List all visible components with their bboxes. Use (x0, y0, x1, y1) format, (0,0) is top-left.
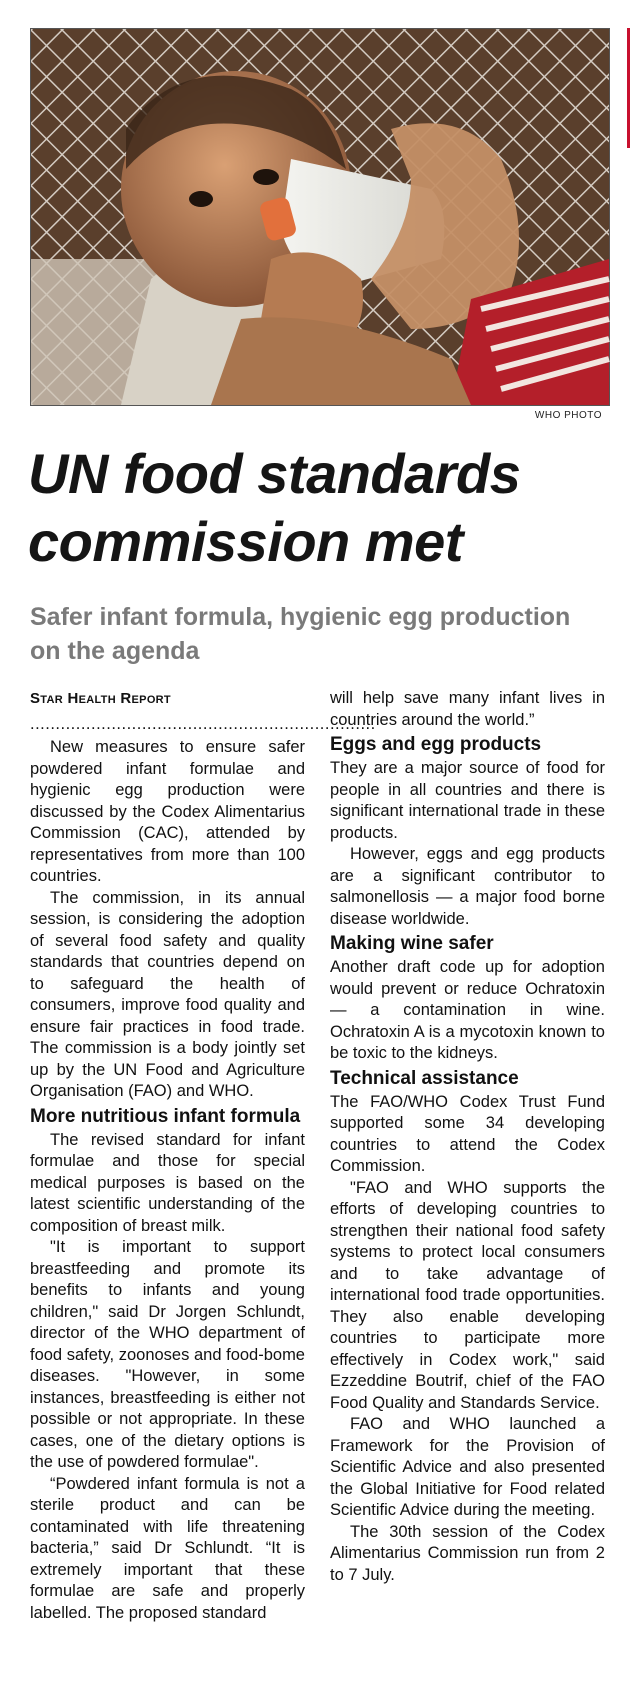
section-heading: More nutritious infant formula (30, 1105, 301, 1127)
article-photo (30, 28, 610, 406)
paragraph: Another draft code up for adoption would prevent or reduce Ochratoxin — a contamination in wine. Ochratoxin A is a mycotoxin known to be toxic to the kidneys. (330, 958, 605, 1062)
right-column-body (330, 688, 605, 1586)
paragraph: “Powdered infant formula is not a sterile product and can be contaminated with life threatening bacteria,” said Dr Schlundt. “It is extremely important that these formulae are safe and properly labelled. The proposed standard (30, 1474, 305, 1622)
paragraph: FAO and WHO launched a Framework for the Provision of Scientific Advice and also presented the Global Initiative for Food related Scientific Advice during the meeting. (330, 1415, 605, 1519)
paragraph: The revised standard for infant formulae and those for special medical purposes is based on the latest scientific understanding of the composition of breast milk. (30, 1130, 305, 1235)
paragraph: New measures to ensure safer powdered infant formulae and hygienic egg production were discussed by the Codex Alimentarius Commission (CAC), attended by representatives from more than 100 countries. (30, 738, 305, 885)
subheadline: Safer infant formula, hygienic egg production on the agenda (30, 603, 571, 665)
photo-credit: WHO PHOTO (534, 410, 602, 421)
paragraph: However, eggs and egg products are a significant contributor to salmonellosis — a major food borne disease worldwide. (330, 845, 605, 928)
paragraph: "FAO and WHO supports the efforts of developing countries to strengthen their national food safety systems to protect local consumers and to take advantage of international food trade opportunities. They also enable developing countries to participate more effectively in Codex work," said Ezzeddine Boutrif, chief of the FAO Food Quality and Standards Service. (330, 1178, 605, 1412)
left-column (30, 688, 376, 1624)
photo-infant-bottle-icon (31, 29, 609, 405)
paragraph: The 30th session of the Codex Alimentarius Commission run from 2 to 7 July. (330, 1522, 605, 1584)
section-heading: Technical assistance (330, 1067, 519, 1089)
paragraph: "It is important to support breastfeeding and promote its benefits to infants and young children," said Dr Jorgen Schlundt, director of the WHO department of food safety, zoonoses and food-bome diseases. "However, in some instances, breastfeeding is either not possible or not appropriate. In these cases, one of the dietary options is the use of powdered formulae". (30, 1238, 305, 1471)
dotted-divider: .................................................................... (30, 714, 376, 733)
byline: Star Health Report (30, 690, 171, 707)
section-heading: Making wine safer (330, 933, 494, 954)
left-column-body (30, 737, 305, 1624)
paragraph: The commission, in its annual session, is considering the adoption of several food safety and quality standards that countries depend on to safeguard the health of consumers, improve food quality and ensure fair practices in food trade. The commission is a body jointly set up by the UN Food and Agriculture Organisation (FAO) and WHO. (30, 888, 305, 1100)
right-column (330, 688, 605, 1586)
paragraph: They are a major source of food for people in all countries and there is significant international trade in these products. (330, 759, 605, 842)
paragraph: The FAO/WHO Codex Trust Fund supported some 34 developing countries to attend the Codex Commission. (330, 1092, 605, 1175)
section-heading: Eggs and egg products (330, 734, 542, 755)
paragraph: will help save many infant lives in countries around the world.” (330, 689, 605, 729)
edge-accent-rule (627, 28, 630, 148)
headline: UN food standards commission met (28, 442, 521, 573)
